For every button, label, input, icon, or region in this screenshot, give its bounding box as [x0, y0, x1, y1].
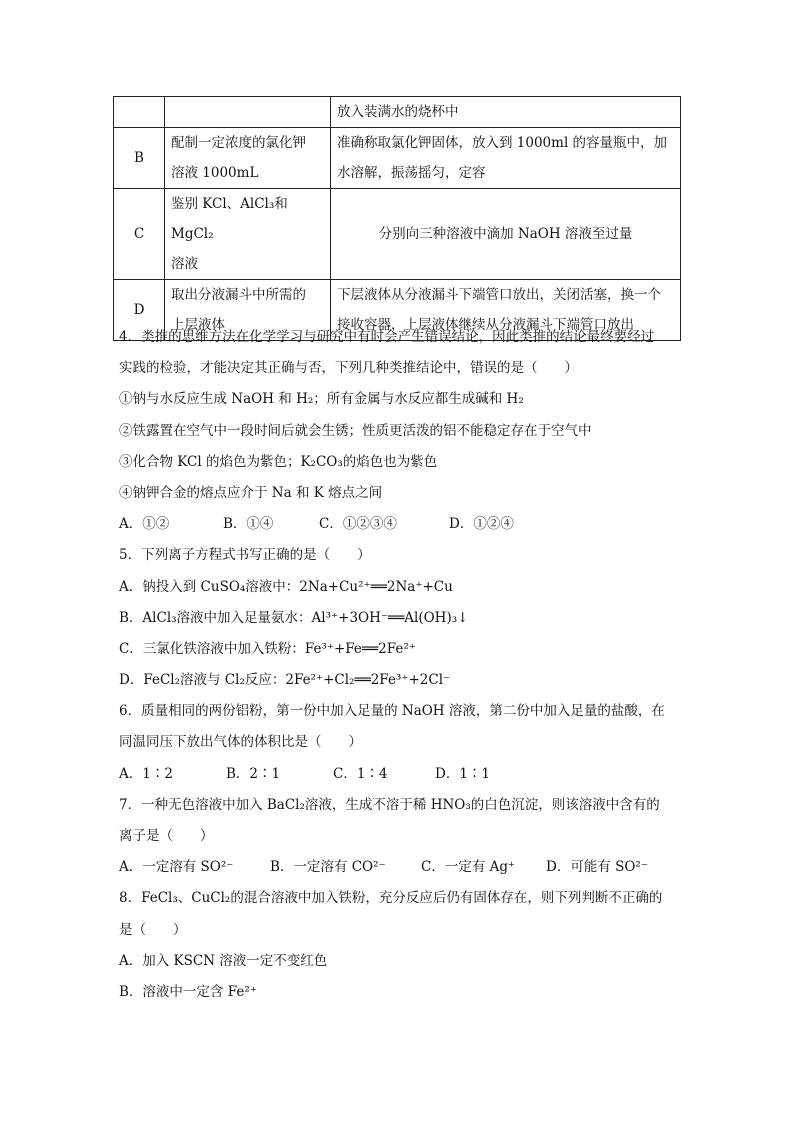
choice-c: C．①②③④	[319, 516, 397, 533]
purpose-cell	[165, 128, 331, 189]
method-line: 下层液体从分液漏斗下端管口放出，关闭活塞，换一个	[337, 287, 661, 303]
experiment-table	[113, 96, 681, 341]
purpose-line: 鉴别 KCl、AlCl₃和 MgCl₂	[171, 196, 288, 242]
option-line: B．AlCl₃溶液中加入足量氨水：Al³⁺+3OH⁻══Al(OH)₃↓	[119, 609, 469, 626]
method-cell	[331, 97, 681, 128]
answer-choices	[119, 852, 685, 883]
table-row	[114, 128, 681, 189]
option-line: B．溶液中一定含 Fe²⁺	[119, 983, 257, 1000]
choice-d: D．①②④	[449, 516, 514, 533]
choice-d: D．1∶1	[435, 765, 491, 782]
answer-choices	[119, 759, 685, 790]
method-line: 水溶解，振荡摇匀，定容	[337, 165, 486, 181]
option-cell	[114, 97, 165, 128]
choice-a: A．1∶2	[119, 765, 173, 782]
method-cell	[331, 128, 681, 189]
option-cell: B	[114, 128, 165, 189]
table-row	[114, 97, 681, 128]
purpose-line: 配制一定浓度的氯化钾	[171, 135, 306, 151]
purpose-line: 溶液 1000mL	[171, 165, 259, 181]
purpose-line: 溶液	[171, 256, 198, 272]
choice-b: B．2∶1	[226, 765, 281, 782]
choice-a: A．①②	[119, 516, 170, 533]
purpose-cell	[165, 97, 331, 128]
option-cell: D	[114, 280, 165, 341]
question-stem: 离子是（ ）	[119, 828, 214, 844]
purpose-cell	[165, 189, 331, 280]
question-stem: 实践的检验，才能决定其正确与否，下列几种类推结论中，错误的是（ ）	[119, 360, 578, 377]
method-cell	[331, 189, 681, 280]
statement-item: ③化合物 KCl 的焰色为紫色；K₂CO₃的焰色也为紫色	[119, 453, 438, 470]
statement-item: ①钠与水反应生成 NaOH 和 H₂；所有金属与水反应都生成碱和 H₂	[119, 391, 524, 408]
method-line: 接收容器，上层液体继续从分液漏斗下端管口放出	[337, 317, 634, 333]
choice-d: D．可能有 SO²⁻	[546, 859, 648, 876]
question-stem: 6．质量相同的两份铝粉，第一份中加入足量的 NaOH 溶液，第二份中加入足量的盐酸，在	[119, 703, 665, 720]
choice-c: C．一定有 Ag⁺	[421, 859, 516, 876]
method-line: 放入装满水的烧杯中	[337, 104, 459, 120]
option-line: D．FeCl₂溶液与 Cl₂反应：2Fe²⁺+Cl₂══2Fe³⁺+2Cl⁻	[119, 672, 451, 689]
method-line: 准确称取氯化钾固体，放入到 1000ml 的容量瓶中，加	[337, 135, 668, 151]
choice-c: C．1∶4	[333, 765, 388, 782]
choice-b: B．①④	[223, 516, 274, 533]
option-cell: C	[114, 189, 165, 280]
statement-item: ②铁露置在空气中一段时间后就会生锈；性质更活泼的铝不能稳定存在于空气中	[119, 422, 592, 439]
answer-choices	[119, 509, 685, 540]
option-line: A．钠投入到 CuSO₄溶液中：2Na+Cu²⁺══2Na⁺+Cu	[119, 578, 453, 595]
table-row	[114, 189, 681, 280]
method-line: 分别向三种溶液中滴加 NaOH 溶液至过量	[378, 226, 633, 242]
purpose-line: 取出分液漏斗中所需的	[171, 287, 306, 303]
question-stem: 4．类推的思维方法在化学学习与研究中有时会产生错误结论，因此类推的结论最终要经过	[119, 329, 655, 345]
option-line: C．三氯化铁溶液中加入铁粉：Fe³⁺+Fe══2Fe²⁺	[119, 640, 416, 657]
question-stem: 8．FeCl₃、CuCl₂的混合溶液中加入铁粉，充分反应后仍有固体存在，则下列判断不正确的	[119, 890, 663, 907]
option-line: A．加入 KSCN 溶液一定不变红色	[119, 952, 328, 969]
choice-a: A．一定溶有 SO²⁻	[119, 859, 234, 876]
question-stem: 是（ ）	[119, 921, 187, 938]
question-stem: 同温同压下放出气体的体积比是（ ）	[119, 734, 362, 751]
purpose-line: 上层液体	[171, 317, 225, 333]
question-stem: 7．一种无色溶液中加入 BaCl₂溶液，生成不溶于稀 HNO₃的白色沉淀，则该溶液中含有的	[119, 796, 660, 813]
question-stem: 5．下列离子方程式书写正确的是（ ）	[119, 547, 371, 564]
choice-b: B．一定溶有 CO²⁻	[270, 859, 386, 876]
statement-item: ④钠钾合金的熔点应介于 Na 和 K 熔点之间	[119, 484, 383, 501]
questions	[119, 322, 685, 1008]
